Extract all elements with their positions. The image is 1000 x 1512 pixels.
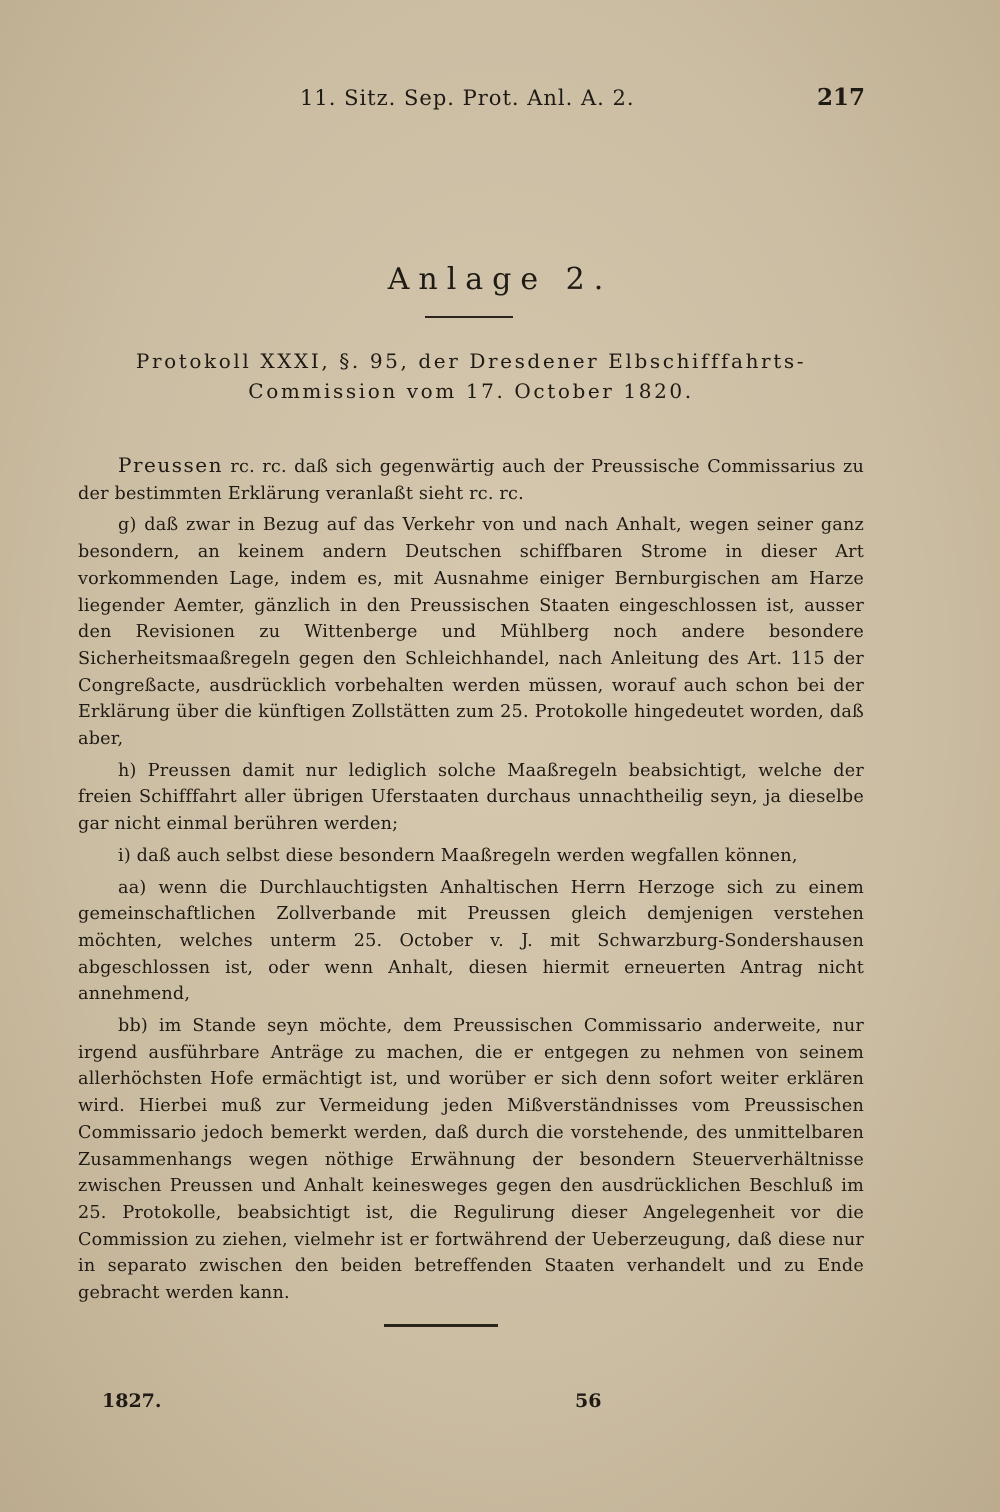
paragraph-intro <box>78 452 864 507</box>
page-subtitle: Protokoll XXXI, §. 95, der Dresdener Elbschifffahrts-Commission vom 17. October 1820. <box>135 349 807 403</box>
page-number: 217 <box>816 84 865 111</box>
header-reference: 11. Sitz. Sep. Prot. Anl. A. 2. <box>300 86 635 110</box>
paragraph-aa: aa) wenn die Durchlauchtigsten Anhaltischen Herrn Herzoge sich zu einem gemeinschaftlichen Zollverbande mit Preussen gleich demjenigen verstehen möchten, welches unterm 25. October v. J. mit Schwarzburg-Sondershausen abgeschlossen ist, oder wenn Anhalt, diesen hiermit erneuerten Antrag nicht annehmend, <box>78 877 864 1005</box>
title-rule <box>425 316 513 318</box>
footer-year: 1827. <box>102 1390 162 1412</box>
paragraph-lead: Preussen <box>118 453 223 477</box>
paragraph-g: g) daß zwar in Bezug auf das Verkehr von und nach Anhalt, wegen seiner ganz besondern, an keinem andern Deutschen schiffbaren Strome in dieser Art vorkommenden Lage, indem es, mit Ausnahme einiger Bernburgischen am Harze liegender Aemter, gänzlich in den Preussischen Staaten eingeschlossen ist, ausser den Revisionen zu Wittenberge und Mühlberg noch andere besondere Sicherheitsmaaßregeln gegen den Schleichhandel, nach Anleitung des Art. 115 der Congreßacte, ausdrücklich vorbehalten werden müssen, worauf auch schon bei der Erklärung über die künftigen Zollstätten zum 25. Protokolle hingedeutet worden, daß aber, <box>78 515 864 750</box>
page-title: Anlage 2. <box>387 262 613 297</box>
paragraph-h: h) Preussen damit nur lediglich solche Maaßregeln beabsichtigt, welche der freien Schifffahrt aller übrigen Uferstaaten durchaus unnachtheilig seyn, ja dieselbe gar nicht einmal berühren werden; <box>78 760 864 835</box>
footer-signature-mark: 56 <box>575 1390 602 1412</box>
paragraph-text: rc. rc. daß sich gegenwärtig auch der Preussische Commissarius zu der bestimmten Erklärung veranlaßt sieht rc. rc. <box>78 457 864 504</box>
body-text <box>78 452 864 1312</box>
paragraph-bb: bb) im Stande seyn möchte, dem Preussischen Commissario anderweite, nur irgend ausführbare Anträge zu machen, die er entgegen zu nehmen von seinem allerhöchsten Hofe ermächtigt ist, und worüber er sich denn sofort weiter erklären wird. Hierbei muß zur Vermeidung jeden Mißverständnisses vom Preussischen Commissario jedoch bemerkt werden, daß durch die vorstehende, des unmittelbaren Zusammenhangs wegen nöthige Erwähnung der besondern Steuerverhältnisse zwischen Preussen und Anhalt keinesweges gegen den ausdrücklichen Beschluß im 25. Protokolle, beabsichtigt ist, die Regulirung dieser Angelegenheit vor die Commission zu ziehen, vielmehr ist er fortwährend der Ueberzeugung, daß diese nur in separato zwischen den beiden betreffenden Staaten verhandelt und zu Ende gebracht werden kann. <box>78 1016 864 1304</box>
running-header <box>300 84 865 111</box>
closing-rule <box>384 1324 498 1327</box>
paragraph-i: i) daß auch selbst diese besondern Maaßregeln werden wegfallen können, <box>118 845 798 866</box>
